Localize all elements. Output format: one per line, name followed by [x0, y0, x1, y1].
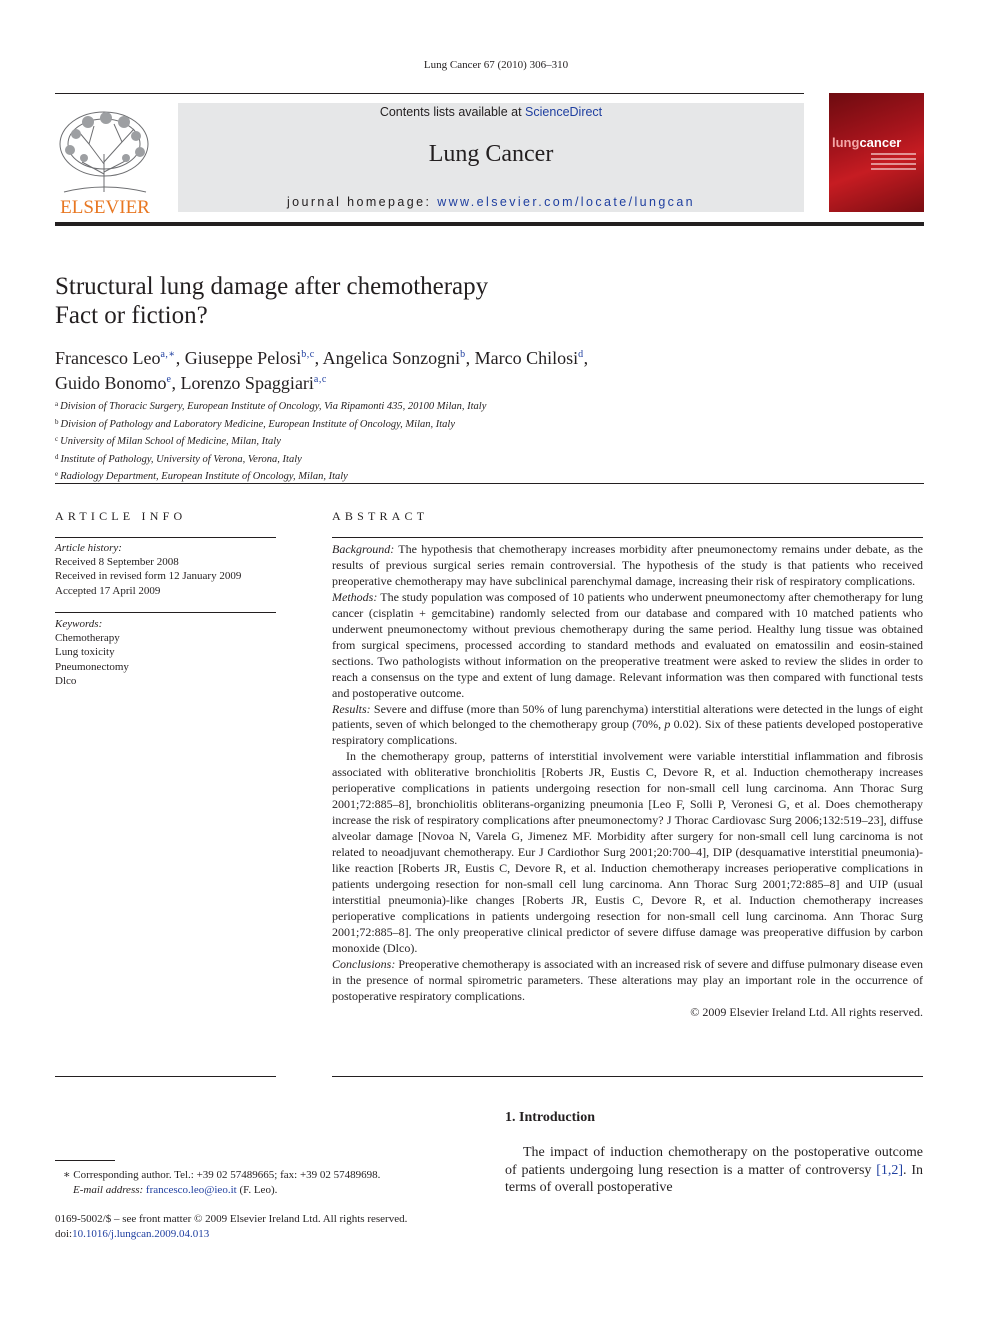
affiliation: $^d$ Institute of Pathology, University of Verona, Verona, Italy [55, 452, 302, 465]
affiliation: $^e$ Radiology Department, European Institute of Oncology, Milan, Italy [55, 470, 348, 482]
keywords-label: Keywords: [55, 618, 103, 630]
author-list [55, 344, 755, 394]
keywords [55, 617, 129, 688]
info-rule [55, 537, 276, 538]
cover-title-part-b: cancer [859, 135, 902, 150]
author: Giuseppe Pelosi$^{b,c}$, [184, 348, 323, 368]
accepted-date: Accepted 17 April 2009 [55, 584, 161, 597]
journal-cover-thumbnail [829, 93, 924, 212]
affiliation: $^c$ University of Milan School of Medicine, Milan, Italy [55, 435, 281, 447]
abstract-heading: ABSTRACT [332, 509, 429, 523]
received-date: Received 8 September 2008 [55, 556, 179, 569]
keyword: Dlco [55, 674, 77, 687]
article-title [55, 272, 488, 330]
author: Francesco Leo$^{a,∗}$, [55, 348, 185, 368]
email-line: E-mail address: francesco.leo@ieo.it (F. Leo). [73, 1183, 278, 1196]
abstract-background: Background: The hypothesis that chemotherapy increases morbidity after pneumonectomy remains under debate, as the results of previous surgical series remain controversial. The hypothesis of the study is that patients who received preoperative chemotherapy may have subclinical parenchymal damage, increasing their risk of respiratory complications. [332, 542, 923, 588]
author: Lorenzo Spaggiari$^{a,c}$ [180, 373, 327, 393]
cover-title-part-a: lung [832, 135, 860, 150]
abstract-copyright: © 2009 Elsevier Ireland Ltd. All rights reserved. [690, 1004, 923, 1019]
title-line-1: Structural lung damage after chemotherapy [55, 273, 489, 300]
abstract-conclusions: Conclusions: Preoperative chemotherapy is associated with an increased risk of severe and diffuse pulmonary disease even in the presence of normal spirometric parameters. These alterations may play an important role in the occurrence of postoperative respiratory complications. [332, 956, 923, 1003]
elsevier-wordmark: ELSEVIER [60, 197, 150, 216]
doi-line: doi:10.1016/j.lungcan.2009.04.013 [55, 1228, 210, 1240]
article-info-heading: ARTICLE INFO [55, 509, 187, 523]
front-matter [55, 1212, 407, 1242]
section-rule [55, 483, 924, 484]
journal-title: Lung Cancer [428, 141, 554, 167]
history-label: Article history: [55, 542, 122, 554]
introduction-heading: 1. Introduction [505, 1110, 595, 1125]
corresponding-author-footnote [55, 1168, 380, 1197]
abstract-methods: Methods: The study population was composed of 10 patients who underwent pneumonectomy after chemotherapy for lung cancer (cisplatin + gemcitabine) randomly selected from our database and compared with 10 matched patients who underwent pneumonectomy without previous chemotherapy during the same period. Healthy lung tissue was obtained from surgical specimens, processed according to standard methods and evaluated on ematossilin and eosin-stained sections. Two pathologists without information on the preoperative treatment were asked to review the slides in order to reach a consensus on the type and extent of lung damage. Relevant information was then compared with functional tests and postoperative outcome. [332, 589, 923, 700]
affiliation-list [55, 397, 486, 485]
doi-link[interactable]: 10.1016/j.lungcan.2009.04.013 [72, 1228, 210, 1240]
info-rule [55, 612, 276, 613]
keyword: Pneumonectomy [55, 660, 129, 673]
homepage-label: journal homepage: [286, 195, 432, 209]
revised-date: Received in revised form 12 January 2009 [55, 570, 242, 583]
cover-text-lines [871, 153, 916, 173]
journal-masthead [178, 103, 804, 212]
header-rule [55, 93, 804, 94]
email-link[interactable]: francesco.leo@ieo.it [145, 1183, 237, 1196]
keyword: Chemotherapy [55, 632, 120, 645]
title-line-2: Fact or fiction? [55, 302, 208, 329]
footnote-rule [55, 1160, 115, 1161]
author: Angelica Sonzogni$^b$, [322, 348, 475, 368]
author: Marco Chilosi$^d$, [474, 348, 589, 368]
abstract-body [332, 542, 923, 1021]
abstract-results-detail: In the chemotherapy group, patterns of interstitial involvement were variable interstitial inflammation and fibrosis associated with obliterative bronchiolitis [Roberts JR, Eustis C, Devore R, et al. Induction chemotherapy increases perioperative complications in patients undergoing resection for non-small cell lung carcinoma. Ann Thorac Surg 2001;72:885–8], bronchiolitis obliterans-organizing pneumonia [Leo F, Solli P, Veronesi G, et al. Does chemotherapy increase the risk of respiratory complications after pneumonectomy? J Thorac Cardiovasc Surg 2006;132:519–23], diffuse alveolar damage [Novoa N, Varela G, Jimenez MF. Morbidity after surgery for non-small cell lung carcinoma is not related to neoadjuvant chemotherapy. Eur J Cardiothor Surg 2001;20:700–4], DIP (desquamative interstitial pneumonia)-like reaction [Roberts JR, Eustis C, Devore R, et al. Induction chemotherapy increases perioperative complications in patients undergoing resection for non-small cell lung carcinoma. Ann Thorac Surg 2001;72:885–8] and UIP (usual interstitial pneumonia)-like changes [Roberts JR, Eustis C, Devore R, et al. Induction chemotherapy increases perioperative complications in patients undergoing resection for non-small cell lung carcinoma. Ann Thorac Surg 2001;72:885–8]. The only preoperative clinical predictor of severe diffuse damage was preoperative diffusion by carbon monoxide (Dlco). [332, 749, 923, 955]
sciencedirect-link[interactable]: ScienceDirect [525, 105, 603, 119]
affiliation: $^a$ Division of Thoracic Surgery, European Institute of Oncology, Via Ripamonti 435, 20100 Milan, Italy [55, 400, 487, 412]
abstract-rule-bottom [332, 1076, 923, 1077]
affiliation: $^b$ Division of Pathology and Laboratory Medicine, European Institute of Oncology, Milan, Italy [55, 417, 455, 430]
abstract-rule [332, 537, 923, 538]
contents-prefix: Contents lists available at [379, 105, 522, 119]
masthead-thick-rule [55, 222, 924, 226]
abstract-results: Results: Severe and diffuse (more than 50% of lung parenchyma) interstitial alterations were detected in the lungs of eight patients, seven of which belonged to the chemotherapy group (70%, p 0.02). Six of these patients developed postoperative respiratory complications. [332, 701, 924, 748]
homepage-link[interactable]: www.elsevier.com/locate/lungcan [437, 195, 696, 209]
author: Guido Bonomo$^e$, [55, 373, 181, 393]
elsevier-tree-logo [54, 104, 156, 216]
keyword: Lung toxicity [55, 646, 115, 659]
contents-availability [178, 105, 804, 119]
introduction-text: The impact of induction chemotherapy on the postoperative outcome of patients undergoing lung resection is a matter of controversy [1,2]. In terms of overall postoperative [505, 1145, 924, 1196]
journal-citation: Lung Cancer 67 (2010) 306–310 [423, 59, 569, 71]
reference-link[interactable]: [1,2] [876, 1162, 904, 1178]
article-history [55, 541, 241, 598]
issn-line: 0169-5002/$ – see front matter © 2009 Elsevier Ireland Ltd. All rights reserved. [55, 1213, 408, 1225]
corresponding-author: ∗ Corresponding author. Tel.: +39 02 57489665; fax: +39 02 57489698. [63, 1169, 381, 1181]
journal-homepage [178, 195, 804, 209]
cover-title [832, 135, 901, 150]
info-rule-bottom [55, 1076, 276, 1077]
